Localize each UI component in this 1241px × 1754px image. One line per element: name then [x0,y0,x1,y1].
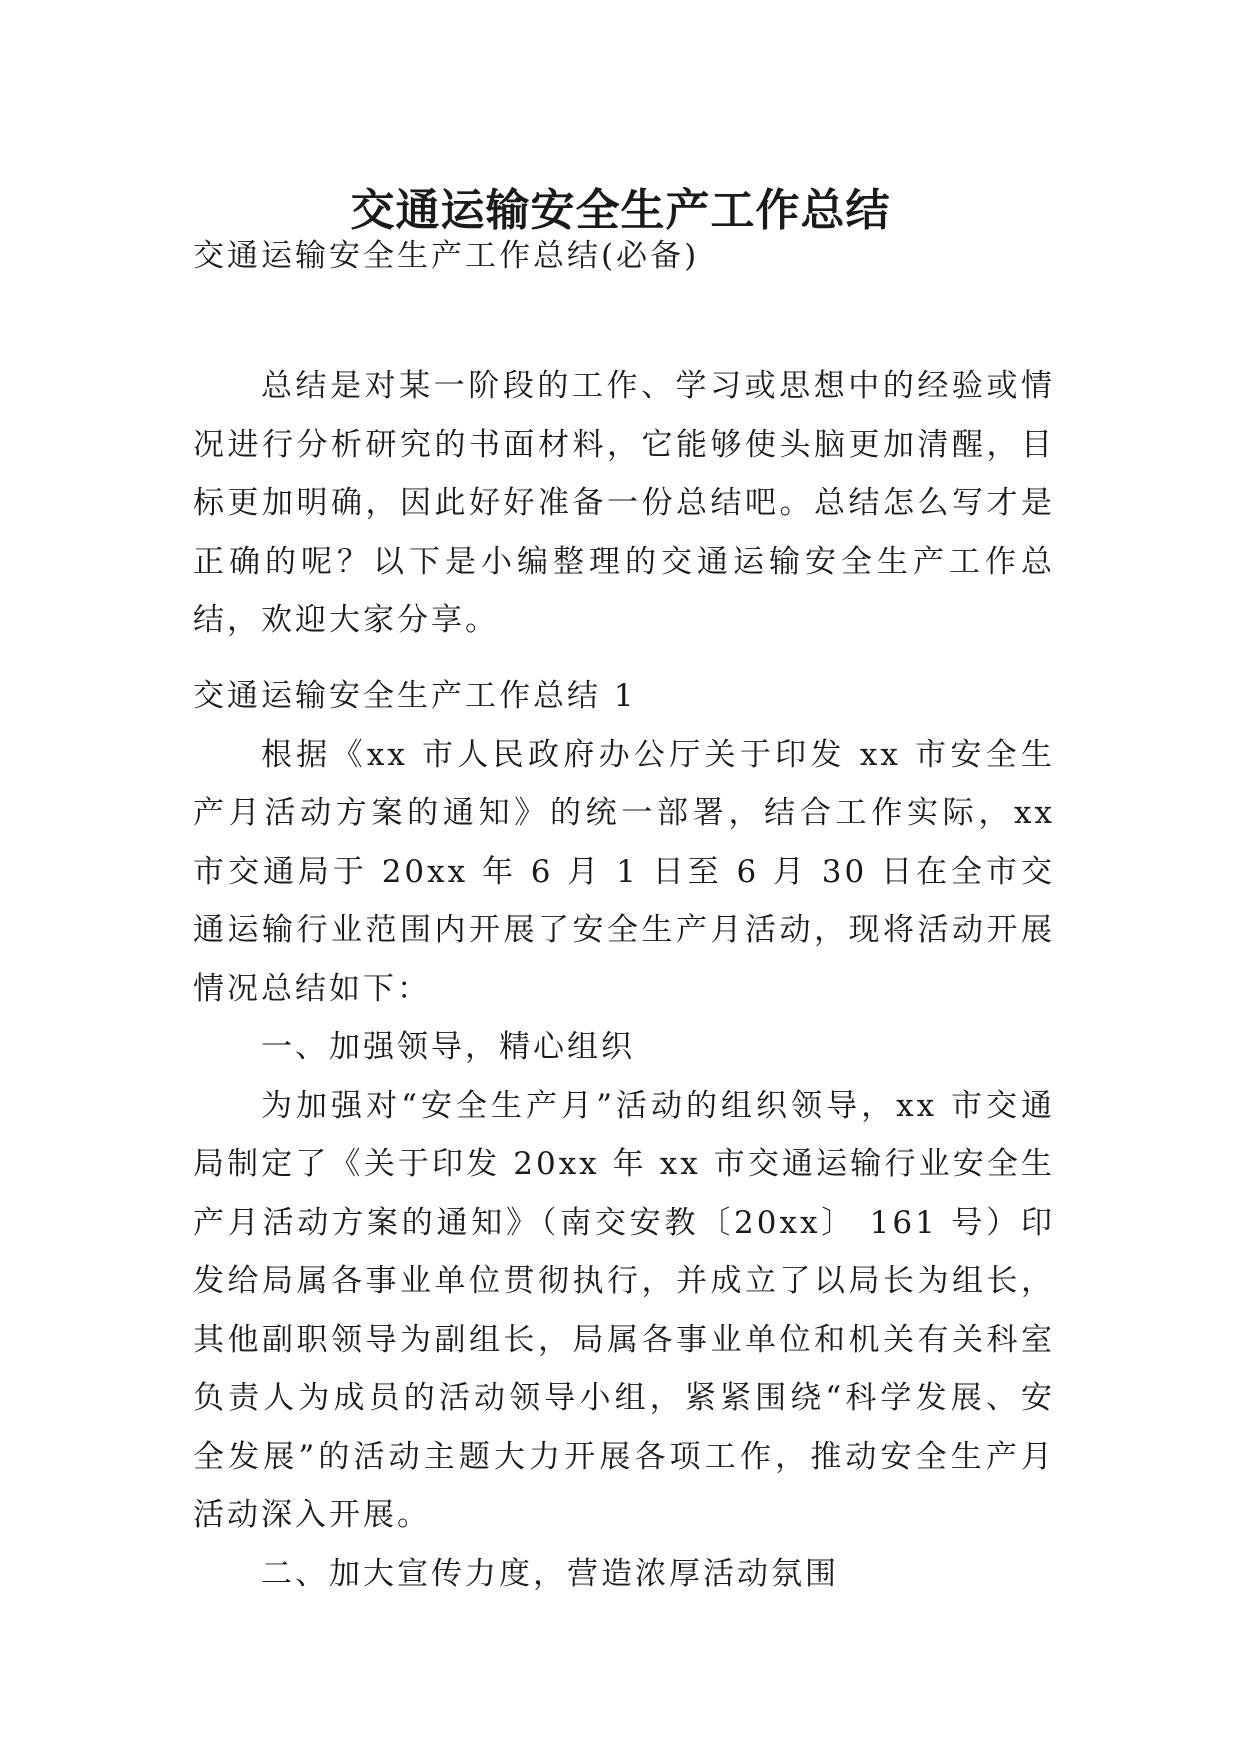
body-paragraph: 根据《xx 市人民政府办公厅关于印发 xx 市安全生产月活动方案的通知》的统一部署，结合工作实际，xx 市交通局于 20xx 年 6 月 1 日至 6 月 30 日在全市交通运输行业范围内开展了安全生产月活动，现将活动开展情况总结如下： [193,736,1055,1007]
section-heading: 交通运输安全生产工作总结 1 [193,678,637,714]
intro-paragraph: 总结是对某一阶段的工作、学习或思想中的经验或情况进行分析研究的书面材料，它能够使头脑更加清醒，目标更加明确，因此好好准备一份总结吧。总结怎么写才是正确的呢？以下是小编整理的交通运输安全生产工作总结，欢迎大家分享。 [193,368,1055,638]
document-title: 交通运输安全生产工作总结 [350,185,891,237]
subtitle-text: 交通运输安全生产工作总结(必备) [193,238,700,274]
document-subtitle [193,227,1055,286]
section-1 [193,667,1055,1603]
subheading-leadership: 一、加强领导，精心组织 [261,1029,635,1065]
body-paragraph: 为加强对“安全生产月”活动的组织领导，xx 市交通局制定了《关于印发 20xx 年 xx 市交通运输行业安全生产月活动方案的通知》（南交安教〔20xx〕 161 号）印发给局属各事业单位贯彻执行，并成立了以局长为组长，其他副职领导为副组长，局属各事业单位和机关有关科室负责人为成员的活动领导小组，紧紧围绕“科学发展、安全发展”的活动主题大力开展各项工作，推动安全生产月活动深入开展。 [193,1087,1055,1533]
subheading-publicity: 二、加大宣传力度，营造浓厚活动氛围 [261,1555,839,1592]
intro-block [193,357,1055,650]
